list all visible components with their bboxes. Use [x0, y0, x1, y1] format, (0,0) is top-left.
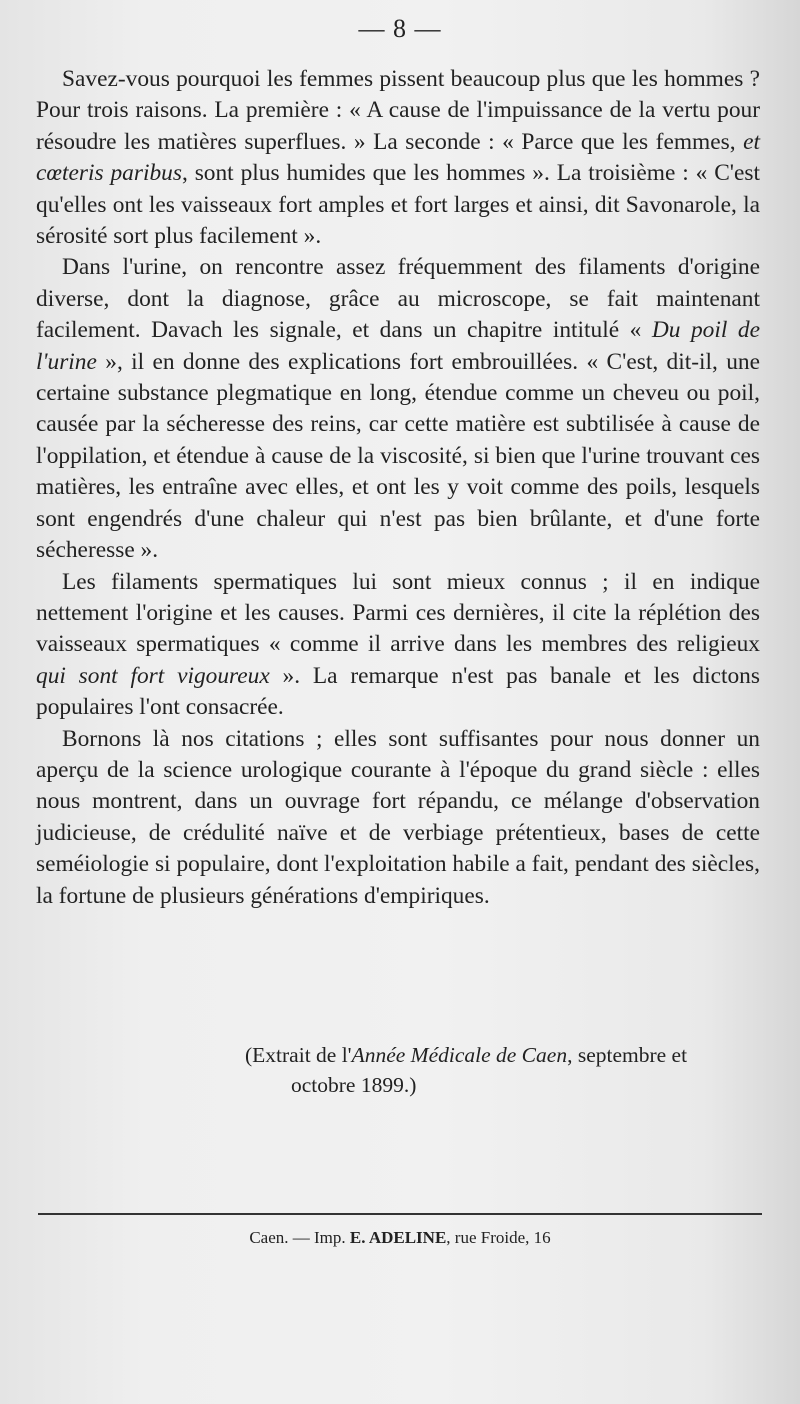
text-segment: Les filaments spermatiques lui sont mieux connus ; il en indique nettement l'origine et les causes. Parmi ces dernières, il cite la réplétion des vaisseaux spermatiques « comme il arrive dans les membres des religieux [36, 568, 760, 658]
paragraph [36, 252, 760, 566]
italic-phrase: et cœteris paribus [36, 128, 760, 187]
citation-date: octobre 1899.) [291, 1073, 417, 1097]
text-segment: ». La remarque n'est pas banale et les dictons populaires l'ont consacrée. [36, 662, 760, 721]
imprint-address: , rue Froide, 16 [446, 1228, 551, 1247]
imprint-publisher: E. ADELINE [349, 1228, 447, 1247]
journal-title: Année Médicale de Caen [351, 1043, 568, 1067]
text-segment: , sont plus humides que les hommes ». La troisième : « C'est qu'elles ont les vaisseaux fort amples et fort larges et ainsi, dit Savonarole, la sérosité sort plus facilement ». [36, 160, 760, 250]
footer-rule [38, 1213, 762, 1215]
text-segment: Savez-vous pourquoi les femmes pissent beaucoup plus que les hommes ? Pour trois raisons. La première : « A cause de l'impuissance de la vertu pour résoudre les matières superflues. » La seconde : « Parce que les femmes, [36, 66, 760, 155]
page-number: — 8 — [358, 14, 442, 43]
source-citation [245, 1040, 775, 1100]
imprint-city: Caen. — Imp. [249, 1228, 350, 1247]
text-segment: », il en donne des explications fort embrouillées. « C'est, dit-il, une certaine substance plegmatique en long, étendue comme un cheveu ou poil, causée par la sécheresse des reins, car cette matière est subtilisée à cause de l'oppilation, et étendue à cause de la viscosité, si bien que l'urine trouvant ces matières, les entraîne avec elles, et ont les y voit comme des poils, lesquels sont engendrés d'une chaleur qui n'est pas bien brûlante, et d'une forte sécheresse ». [36, 348, 760, 564]
paragraph [36, 724, 760, 912]
italic-phrase: Du poil de l'urine [36, 317, 760, 375]
printer-imprint [0, 1228, 800, 1248]
citation-suffix: , septembre et [567, 1043, 688, 1067]
text-segment: Bornons là nos citations ; elles sont suffisantes pour nous donner un aperçu de la science urologique courante à l'époque du grand siècle : elles nous montrent, dans un ouvrage fort répandu, ce mélange d'observation judicieuse, de crédulité naïve et de verbiage prétentieux, bases de cette seméiologie si populaire, dont l'exploitation habile a fait, pendant des siècles, la fortune de plusieurs générations d'empiriques. [36, 725, 760, 909]
body-text [36, 64, 760, 912]
citation-prefix: (Extrait de l' [245, 1043, 352, 1067]
paragraph [36, 64, 760, 252]
italic-phrase: qui sont fort vigoureux [36, 662, 270, 689]
paragraph [36, 567, 760, 724]
text-segment: Dans l'urine, on rencontre assez fréquemment des filaments d'origine diverse, dont la diagnose, grâce au microscope, se fait maintenant facilement. Davach les signale, et dans un chapitre intitulé « [36, 254, 760, 344]
